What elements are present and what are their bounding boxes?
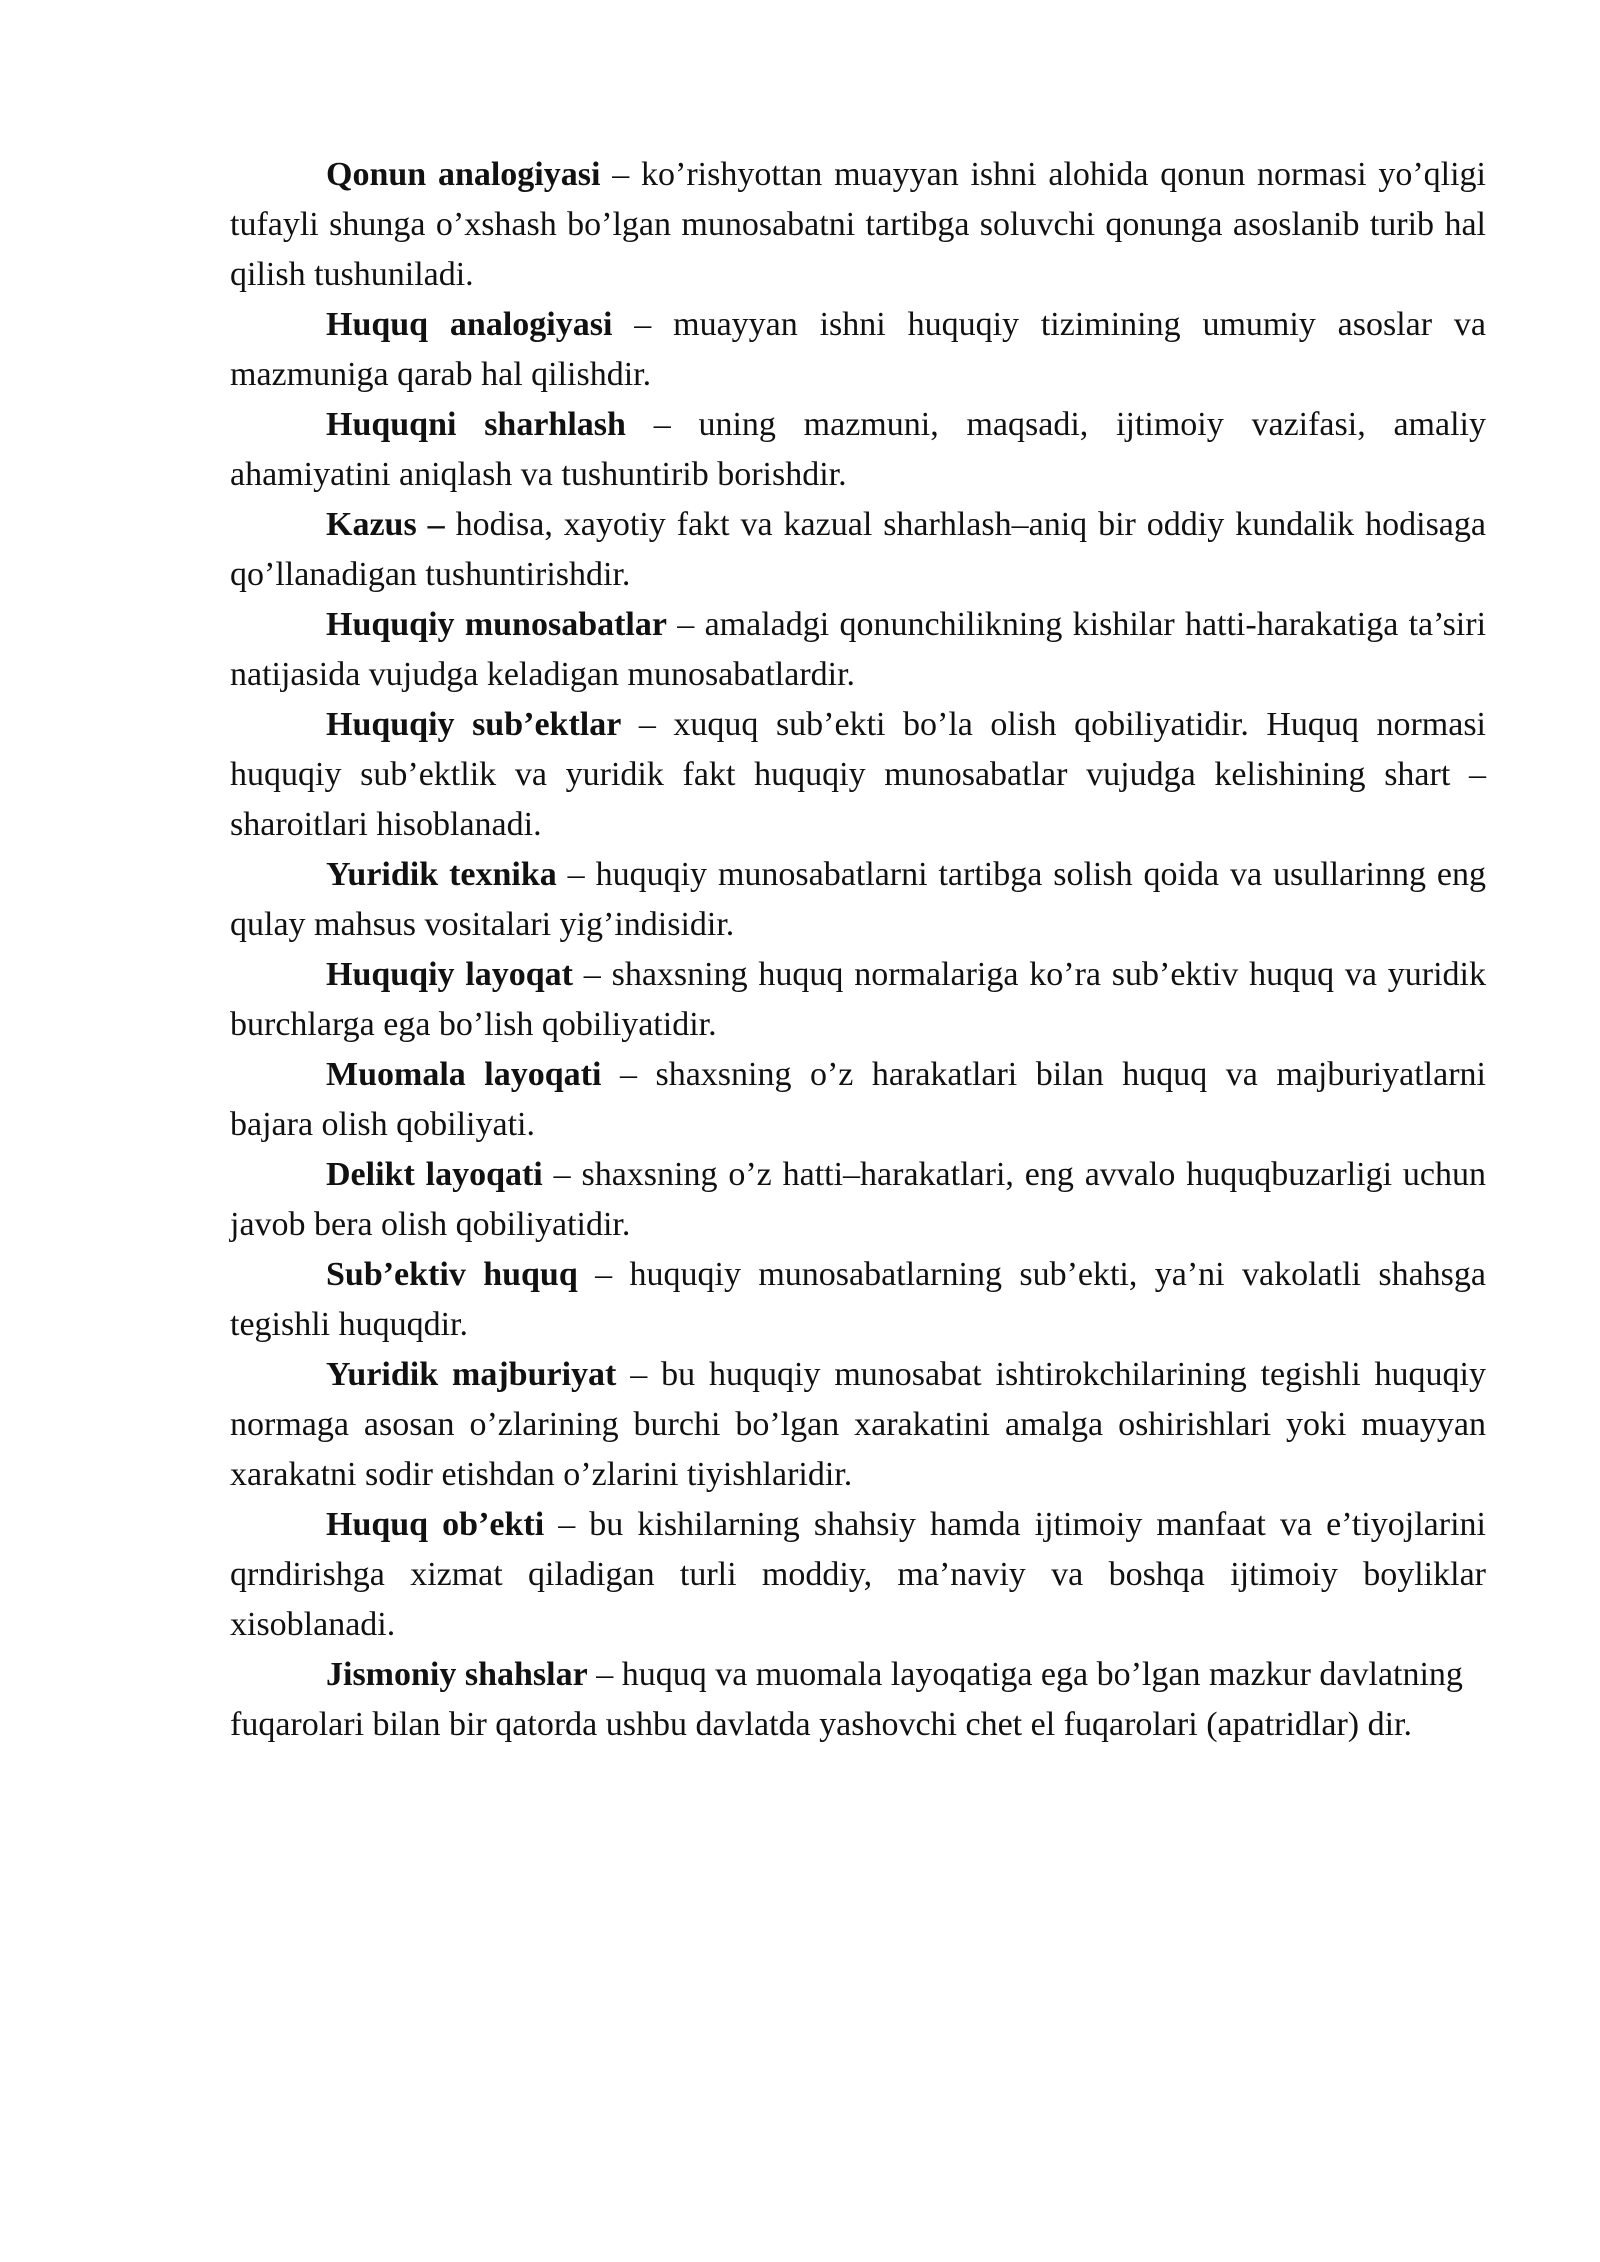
glossary-term: Qonun analogiyasi bbox=[326, 156, 601, 193]
glossary-term: Yuridik majburiyat bbox=[326, 1356, 617, 1393]
glossary-term: Huquqiy sub’ektlar bbox=[326, 706, 622, 743]
glossary-definition: – amaladgi qonunchilikning kishilar hatti-harakatiga ta’siri natijasida vujudga keladigan munosabatlardir. bbox=[230, 606, 1487, 693]
glossary-entry bbox=[230, 500, 1486, 600]
glossary-definition: – shaxsning o’z hatti–harakatlari, eng avvalo huquqbuzarligi uchun javob bera olish qobiliyatidir. bbox=[230, 1156, 1486, 1243]
glossary-term: Yuridik texnika bbox=[326, 856, 557, 893]
glossary-definition: – bu huquqiy munosabat ishtirokchilarining tegishli huquqiy normaga asosan o’zlarining burchi bo’lgan xarakatini amalga oshirishlari yoki muayyan xarakatni sodir etishdan o’zlarini tiyishlaridir. bbox=[230, 1356, 1486, 1493]
glossary-entry bbox=[230, 400, 1486, 500]
glossary-entry bbox=[230, 1050, 1486, 1150]
glossary-entry bbox=[230, 1250, 1486, 1350]
glossary-term: Muomala layoqati bbox=[326, 1056, 602, 1093]
glossary-definition: – bu kishilarning shahsiy hamda ijtimoiy manfaat va e’tiyojlarini qrndirishga xizmat qiladigan turli moddiy, ma’naviy va boshqa ijtimoiy boyliklar xisoblanadi. bbox=[230, 1506, 1486, 1643]
glossary-term: Huquqiy layoqat bbox=[326, 956, 574, 993]
glossary-term: Huquq analogiyasi bbox=[326, 306, 613, 343]
glossary-entry bbox=[230, 1150, 1486, 1250]
glossary-term: Huquqni sharhlash bbox=[326, 406, 626, 443]
glossary-definition: – huquqiy munosabatlarning sub’ekti, ya’ni vakolatli shahsga tegishli huquqdir. bbox=[230, 1256, 1486, 1343]
glossary-entry bbox=[230, 300, 1486, 400]
glossary-definition: – ko’rishyottan muayyan ishni alohida qonun normasi yo’qligi tufayli shunga o’xshash bo’lgan munosabatni tartibga soluvchi qonunga asoslanib turib hal qilish tushuniladi. bbox=[230, 156, 1486, 293]
glossary-definition: – uning mazmuni, maqsadi, ijtimoiy vazifasi, amaliy ahamiyatini aniqlash va tushuntirib borishdir. bbox=[230, 406, 1486, 493]
glossary-entry bbox=[230, 1500, 1486, 1650]
glossary-entry bbox=[230, 1650, 1486, 1750]
glossary-term: Jismoniy shahslar bbox=[326, 1656, 588, 1693]
glossary-definition: – xuquq sub’ekti bo’la olish qobiliyatidir. Huquq normasi huquqiy sub’ektlik va yuridik fakt huquqiy munosabatlar vujudga kelishining shart –sharoitlari hisoblanadi. bbox=[230, 706, 1486, 843]
glossary-term: Huquq ob’ekti bbox=[326, 1506, 545, 1543]
glossary-entry bbox=[230, 950, 1486, 1050]
glossary-entry bbox=[230, 600, 1486, 700]
glossary-entry bbox=[230, 850, 1486, 950]
glossary-term: Kazus – bbox=[326, 506, 445, 543]
glossary-term: Delikt layoqati bbox=[326, 1156, 543, 1193]
glossary-definition: – muayyan ishni huquqiy tizimining umumiy asoslar va mazmuniga qarab hal qilishdir. bbox=[230, 306, 1487, 393]
glossary-definition: – huquq va muomala layoqatiga ega bo’lgan mazkur davlatning fuqarolari bilan bir qatorda ushbu davlatda yashovchi chet el fuqarolari (apatridlar) dir. bbox=[230, 1656, 1463, 1743]
glossary-definition: – shaxsning o’z harakatlari bilan huquq va majburiyatlarni bajara olish qobiliyati. bbox=[230, 1056, 1486, 1143]
glossary-entry bbox=[230, 1350, 1486, 1500]
glossary-text bbox=[230, 150, 1486, 1750]
glossary-entry bbox=[230, 150, 1486, 300]
glossary-term: Huquqiy munosabatlar bbox=[326, 606, 667, 643]
glossary-definition: – huquqiy munosabatlarni tartibga solish qoida va usullarinng eng qulay mahsus vositalari yig’indisidir. bbox=[230, 856, 1486, 943]
glossary-definition: – shaxsning huquq normalariga ko’ra sub’ektiv huquq va yuridik burchlarga ega bo’lish qobiliyatidir. bbox=[230, 956, 1486, 1043]
glossary-definition: hodisa, xayotiy fakt va kazual sharhlash–aniq bir oddiy kundalik hodisaga qo’llanadigan tushuntirishdir. bbox=[230, 506, 1486, 593]
glossary-entry bbox=[230, 700, 1486, 850]
glossary-term: Sub’ektiv huquq bbox=[326, 1256, 578, 1293]
